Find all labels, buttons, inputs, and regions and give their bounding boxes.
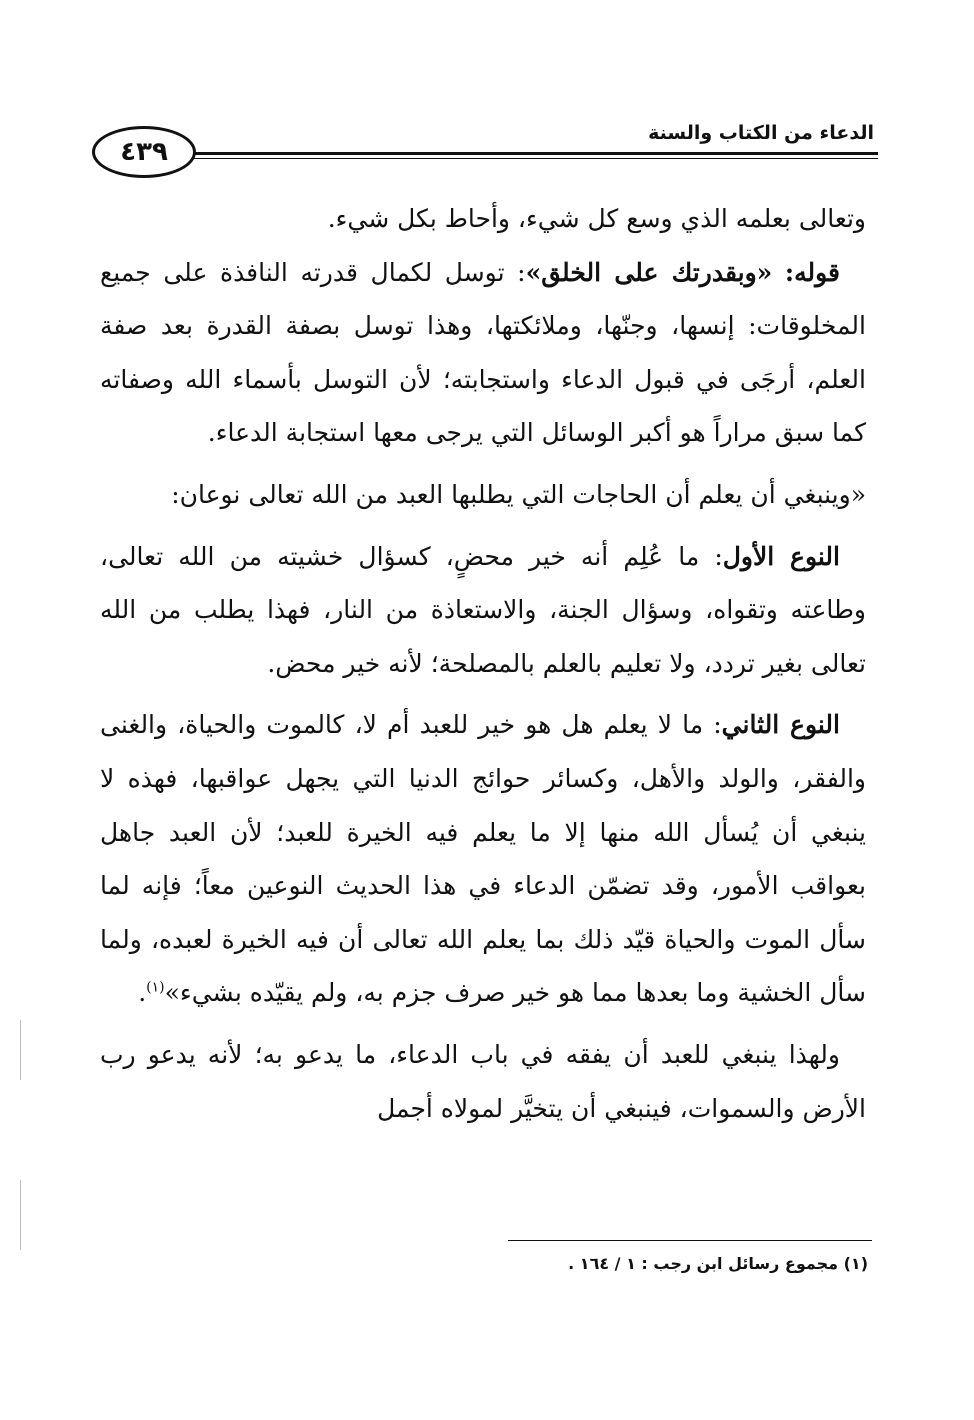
paragraph-4: [100, 530, 866, 691]
paragraph-2-quote: «وبقدرتك على الخلق»: [525, 257, 773, 287]
header-rule-thick: [184, 152, 878, 155]
body-text: [100, 192, 866, 1135]
footnote-separator: [508, 1240, 872, 1241]
footnote-text: مجموع رسائل ابن رجب : ١ / ١٦٤ .: [568, 1254, 839, 1273]
paragraph-2-text: : توسل لكمال قدرته النافذة على جميع المخلوقات: إنسها، وجنّها، وملائكتها، وهذا توسل بصفة القدرة بعد صفة العلم، أرجَى في قبول الدعاء واستجابته؛ لأن التوسل بأسماء الله وصفاته كما سبق مراراً هو أكبر الوسائل التي يرجى معها استجابة الدعاء.: [100, 257, 866, 448]
paragraph-6-text: ولهذا ينبغي للعبد أن يفقه في باب الدعاء، ما يدعو به؛ لأنه يدعو رب الأرض والسموات، فينبغي أن يتخيَّر لمولاه أجمل: [100, 1039, 866, 1123]
footnote-marker: (١): [843, 1254, 868, 1273]
page-number-frame: [92, 126, 196, 178]
paragraph-2-label: قوله: [794, 257, 840, 287]
paragraph-5-text: : ما لا يعلم هل هو خير للعبد أم لا، كالموت والحياة، والغنى والفقر، والولد والأهل، وكسائر حوائج الدنيا التي يجهل عواقبها، فهذه لا ينبغي أن يُسأل الله منها إلا ما يعلم فيه الخيرة للعبد؛ لأن العبد جاهل بعواقب الأمور، وقد تضمّن الدعاء في هذا الحديث النوعين معاً؛ فإنه لما سأل الموت والحياة قيّد ذلك بما يعلم الله تعالى أن فيه الخيرة لعبده، ولما سأل الخشية وما بعدها مما هو خير صرف جزم به، ولم يقيّده بشيء»: [100, 710, 866, 1008]
paragraph-4-text: : ما عُلِم أنه خير محضٍ، كسؤال خشيته من الله تعالى، وطاعته وتقواه، وسؤال الجنة، والاستعاذة من النار، فهذا يطلب من الله تعالى بغير تردد، ولا تعليم بالعلم بالمصلحة؛ لأنه خير محض.: [100, 541, 866, 678]
paragraph-5: [100, 698, 866, 1020]
paragraph-3: [100, 468, 866, 522]
paragraph-5-end: .: [138, 978, 147, 1008]
header-rule-thin: [184, 158, 878, 159]
paragraph-1-text: وتعالى بعلمه الذي وسع كل شيء، وأحاط بكل شيء.: [327, 204, 866, 233]
paragraph-2: قوله: «وبقدرتك على الخلق»: توسل لكمال قدرته النافذة على جميع المخلوقات: إنسها، وجنّها، وملائكتها، وهذا توسل بصفة القدرة بعد صفة العلم، أرجَى في قبول الدعاء واستجابته؛ لأن التوسل بأسماء الله وصفاته كما سبق مراراً هو أكبر الوسائل التي يرجى معها استجابة الدعاء.: [100, 257, 866, 448]
running-title: الدعاء من الكتاب والسنة: [648, 122, 874, 144]
scan-edge-mark: [20, 1180, 21, 1250]
paragraph-3-text: «وينبغي أن يعلم أن الحاجات التي يطلبها العبد من الله تعالى نوعان:: [171, 479, 866, 509]
footnote: [168, 1252, 868, 1276]
footnote-reference[interactable]: (١): [146, 979, 165, 996]
paragraph-1: [100, 192, 866, 246]
page-header: [92, 118, 878, 188]
paragraph-6: [100, 1028, 866, 1135]
page-number: ٤٣٩: [120, 137, 168, 167]
paragraph-4-label: النوع الأول: [722, 541, 840, 571]
paragraph-5-label: النوع الثاني: [721, 710, 840, 740]
scan-edge-mark: [20, 1020, 21, 1080]
